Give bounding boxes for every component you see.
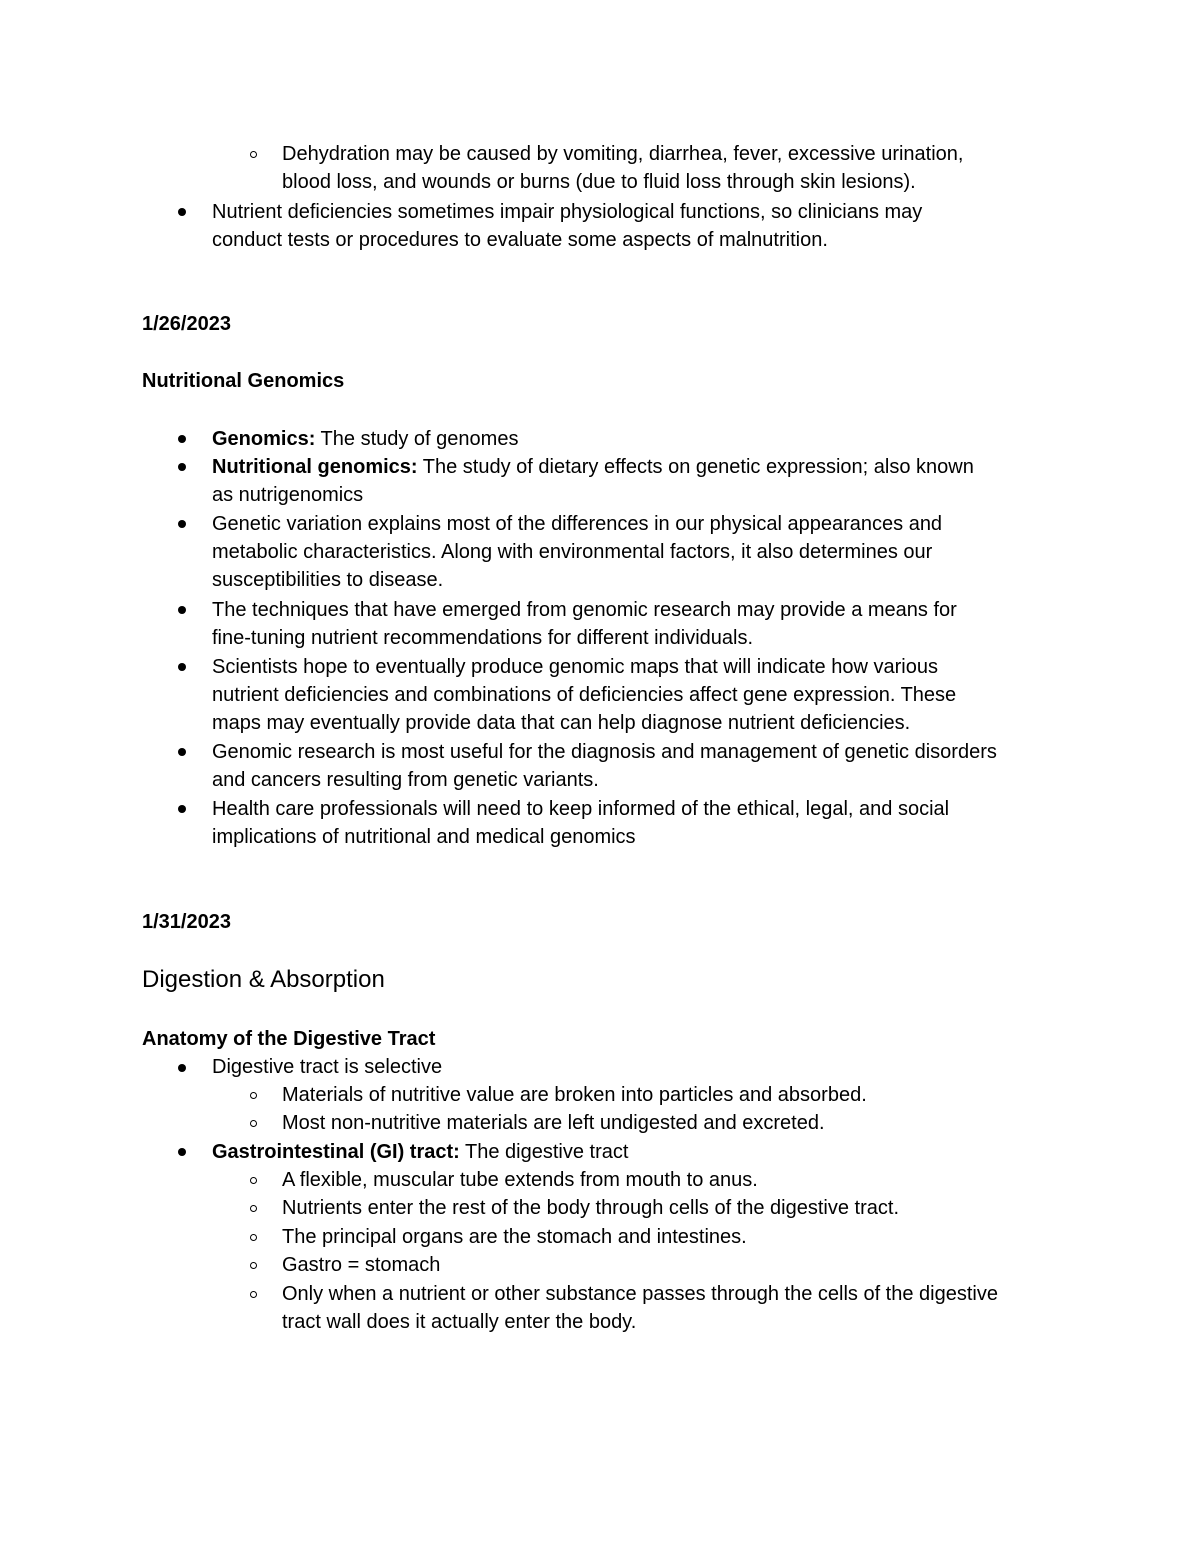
list-item-text: blood loss, and wounds or burns (due to fluid loss through skin lesions). [282,171,916,193]
hollow-bullet-icon [250,1177,257,1184]
hollow-bullet-icon [250,1234,257,1241]
list-item-text: A flexible, muscular tube extends from mouth to anus. [282,1169,758,1191]
list-item-text: Only when a nutrient or other substance passes through the cells of the digestive [282,1283,998,1305]
bullet-icon [178,520,186,528]
hollow-bullet-icon [250,1120,257,1127]
list-item-text: Materials of nutritive value are broken into particles and absorbed. [282,1084,867,1106]
term: Nutritional genomics: [212,456,418,478]
list-item-text: Nutrients enter the rest of the body through cells of the digestive tract. [282,1197,900,1219]
term: Gastrointestinal (GI) tract: [212,1141,460,1163]
bullet-icon [178,208,186,216]
definition: The study of genomes [315,428,519,450]
list-item-text: maps may eventually provide data that can help diagnose nutrient deficiencies. [212,712,911,734]
section-title: Digestion & Absorption [142,966,385,993]
list-item-text: The techniques that have emerged from genomic research may provide a means for [212,599,957,621]
hollow-bullet-icon [250,151,257,158]
list-item-text: Genomic research is most useful for the diagnosis and management of genetic disorders [212,741,997,763]
hollow-bullet-icon [250,1092,257,1099]
list-item-text: The principal organs are the stomach and intestines. [282,1226,747,1248]
section-heading: Nutritional Genomics [142,370,345,392]
list-item-text: susceptibilities to disease. [212,569,444,591]
list-item-text: Dehydration may be caused by vomiting, diarrhea, fever, excessive urination, [282,143,964,165]
bullet-icon [178,663,186,671]
list-item-text [212,1138,628,1166]
list-item-text: Nutrient deficiencies sometimes impair physiological functions, so clinicians may [212,201,923,223]
list-item-text: nutrient deficiencies and combinations of deficiencies affect gene expression. These [212,684,957,706]
bullet-icon [178,606,186,614]
list-item-text [212,425,518,453]
date-heading: 1/26/2023 [142,313,231,335]
bullet-icon [178,748,186,756]
list-item-text: Scientists hope to eventually produce genomic maps that will indicate how various [212,656,938,678]
hollow-bullet-icon [250,1205,257,1212]
bullet-icon [178,805,186,813]
hollow-bullet-icon [250,1291,257,1298]
list-item-text: Health care professionals will need to keep informed of the ethical, legal, and social [212,798,950,820]
list-item-text: Genetic variation explains most of the differences in our physical appearances and [212,513,943,535]
list-item-text: and cancers resulting from genetic variants. [212,769,599,791]
list-item-text: conduct tests or procedures to evaluate some aspects of malnutrition. [212,229,828,251]
definition: The digestive tract [459,1141,629,1163]
bullet-icon [178,435,186,443]
list-item-text: Most non-nutritive materials are left undigested and excreted. [282,1112,825,1134]
bullet-icon [178,1064,186,1072]
bullet-icon [178,1148,186,1156]
list-item-text: tract wall does it actually enter the body. [282,1311,637,1333]
bullet-icon [178,463,186,471]
subsection-heading: Anatomy of the Digestive Tract [142,1028,436,1050]
list-item-text: Gastro = stomach [282,1254,441,1276]
list-item-text: as nutrigenomics [212,484,364,506]
list-item-text: fine-tuning nutrient recommendations for different individuals. [212,627,754,649]
date-heading: 1/31/2023 [142,911,231,933]
term: Genomics: [212,428,316,450]
list-item-text [212,453,974,481]
list-item-text: implications of nutritional and medical genomics [212,826,636,848]
list-item-text: metabolic characteristics. Along with environmental factors, it also determines our [212,541,933,563]
hollow-bullet-icon [250,1262,257,1269]
list-item-text: Digestive tract is selective [212,1056,443,1078]
definition: The study of dietary effects on genetic expression; also known [417,456,974,478]
